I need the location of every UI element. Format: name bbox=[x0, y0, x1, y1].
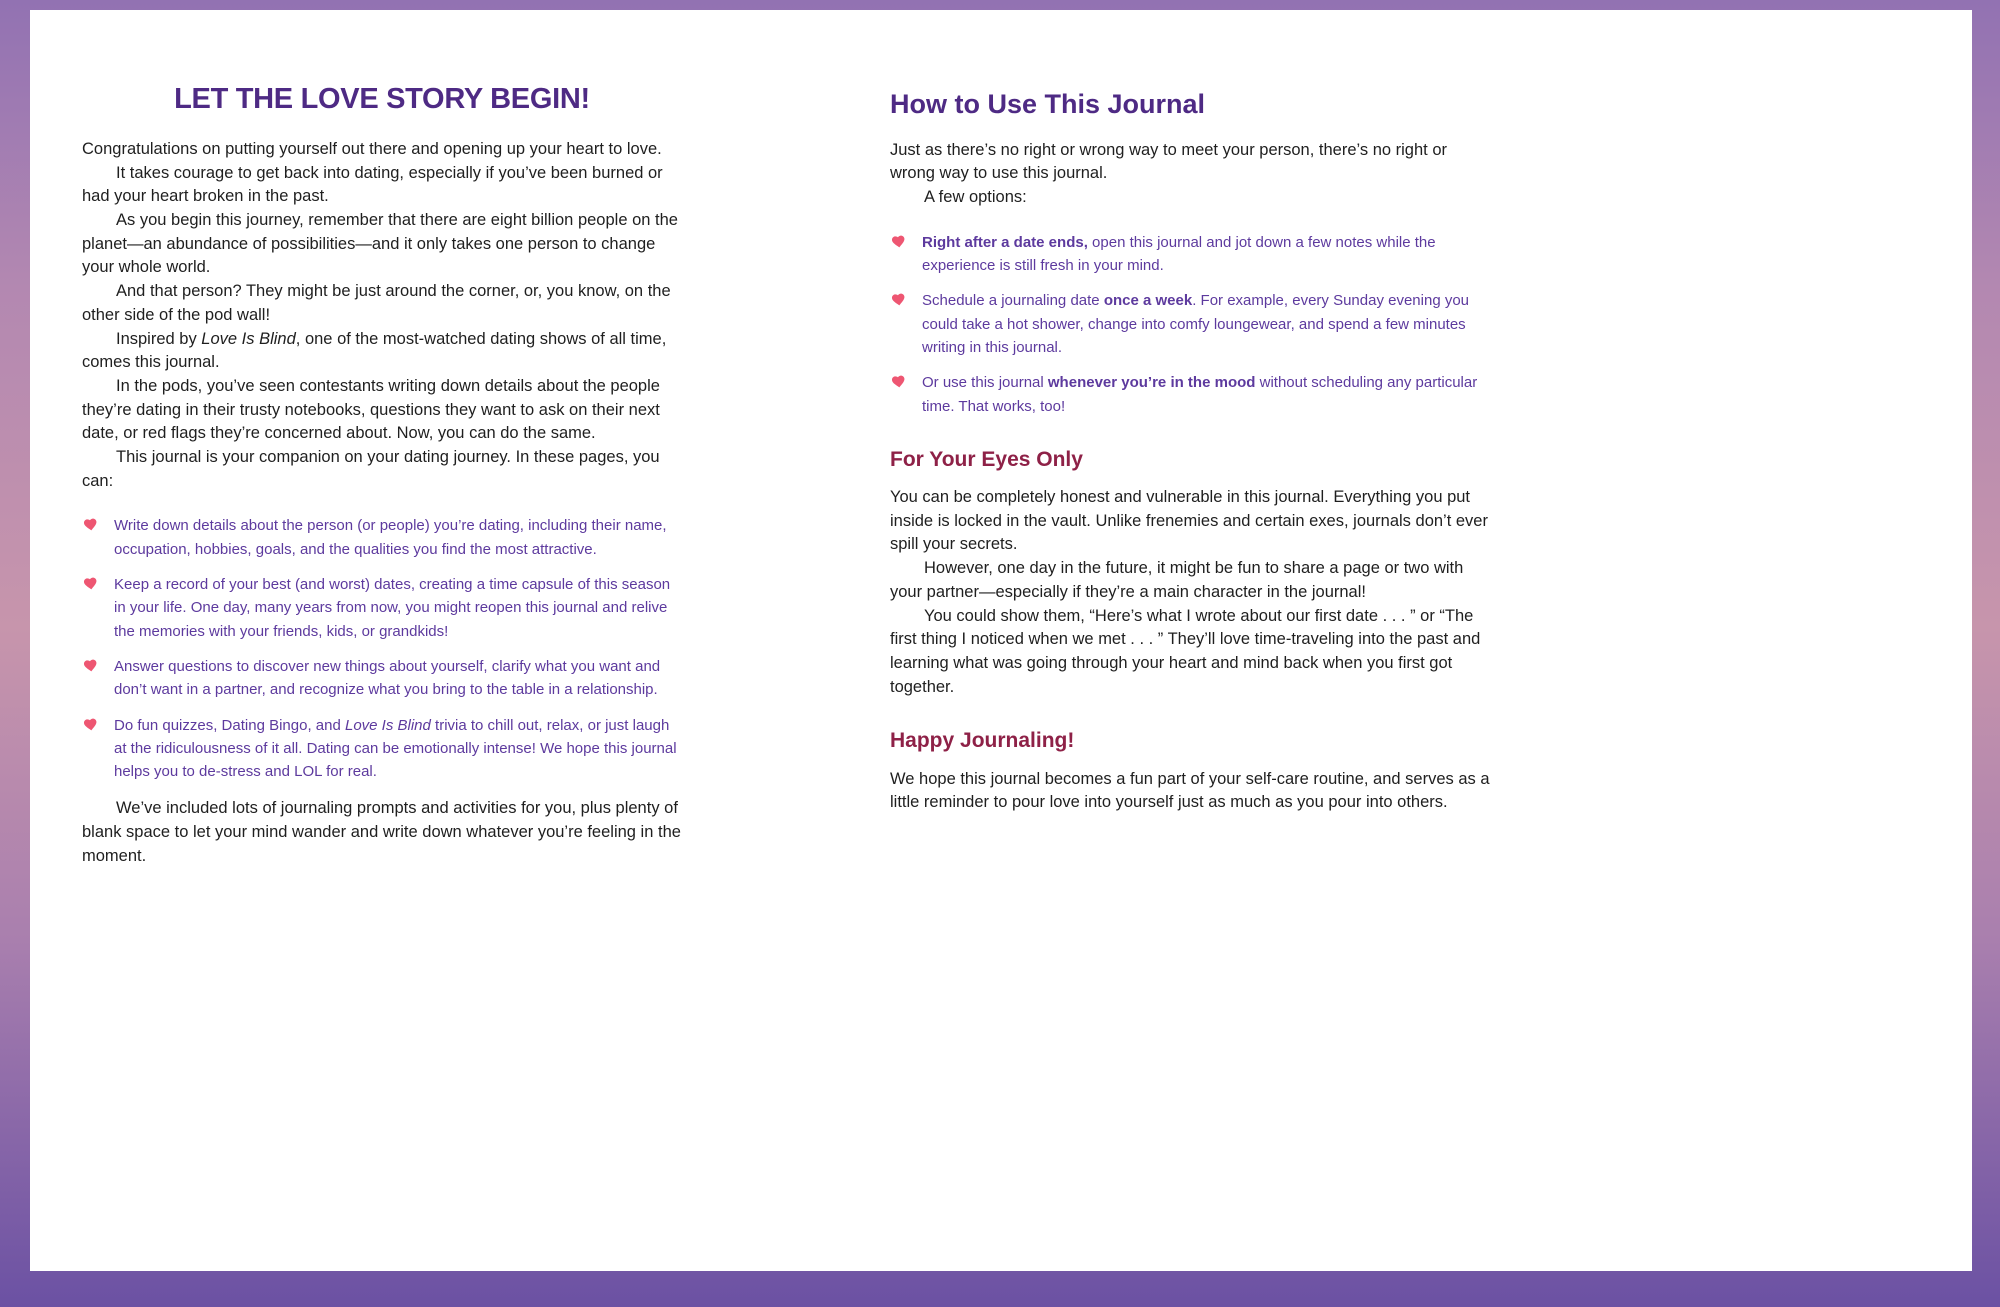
heart-icon bbox=[889, 233, 909, 250]
text-segment: Do fun quizzes, Dating Bingo, and bbox=[114, 716, 345, 734]
heart-icon bbox=[81, 516, 101, 533]
text-segment: trivia to chill out, relax, or just laugh at the ridiculousness of it all. Dating can be emotionally intense! We hope this journal helps you to de-stress and LOL for real. bbox=[114, 716, 677, 781]
text-segment: Answer questions to discover new things about yourself, clarify what you want and don’t want in a partner, and recognize what you bring to the table in a relationship. bbox=[114, 657, 661, 699]
heart-icon bbox=[889, 291, 909, 308]
bullet-text bbox=[922, 371, 1490, 418]
bullet-text bbox=[922, 289, 1490, 359]
paragraph bbox=[82, 162, 682, 209]
text-segment: We’ve included lots of journaling prompts and activities for you, plus plenty of blank space to let your mind wander and write down whatever you’re feeling in the moment. bbox=[82, 799, 681, 865]
paragraph bbox=[82, 138, 682, 162]
text-segment: open this journal and jot down a few notes while the experience is still fresh in your mind. bbox=[922, 233, 1436, 275]
paragraph bbox=[82, 375, 682, 446]
heart-icon bbox=[81, 657, 101, 674]
bullet-text bbox=[114, 514, 682, 561]
bullet-item bbox=[890, 231, 1490, 278]
text-segment: Just as there’s no right or wrong way to meet your person, there’s no right or wrong way to use this journal. bbox=[890, 140, 1448, 183]
left-page-bullet-list bbox=[82, 514, 682, 783]
text-segment: Love Is Blind bbox=[344, 716, 431, 734]
text-segment: Schedule a journaling date bbox=[922, 292, 1104, 310]
text-segment: , one of the most-watched dating shows of all time, comes this journal. bbox=[82, 329, 667, 372]
text-segment: We hope this journal becomes a fun part of your self-care routine, and serves as a little reminder to pour love into yourself just as much as you pour into others. bbox=[890, 769, 1490, 812]
section-heading: For Your Eyes Only bbox=[890, 447, 1083, 471]
text-segment: It takes courage to get back into dating, especially if you’ve been burned or had your heart broken in the past. bbox=[82, 163, 663, 206]
left-page bbox=[82, 84, 682, 869]
left-page-paragraphs bbox=[82, 138, 682, 494]
right-page-title: How to Use This Journal bbox=[890, 89, 1206, 119]
right-page-sections bbox=[890, 447, 1490, 815]
paragraph bbox=[890, 557, 1490, 604]
bullet-text bbox=[114, 714, 682, 784]
text-segment: You could show them, “Here’s what I wrote about our first date . . . ” or “The first thing I noticed when we met . . . ” They’ll love time-traveling into the past and learning what was going through your heart and mind back when you first got together. bbox=[890, 606, 1481, 696]
bullet-text bbox=[922, 231, 1490, 278]
bullet-text bbox=[114, 655, 682, 702]
text-segment: Inspired by bbox=[116, 329, 202, 348]
text-segment: You can be completely honest and vulnerable in this journal. Everything you put inside is locked in the vault. Unlike frenemies and certain exes, journals don’t ever spill your secrets. bbox=[890, 488, 1488, 554]
paragraph bbox=[82, 797, 682, 868]
paragraph bbox=[890, 186, 1490, 210]
text-segment: Write down details about the person (or people) you’re dating, including their name, occupation, hobbies, goals, and the qualities you find the most attractive. bbox=[114, 517, 667, 558]
text-segment: once a week bbox=[1103, 292, 1193, 310]
right-page-paragraphs bbox=[890, 139, 1490, 210]
text-segment: And that person? They might be just around the corner, or, you know, on the other side of the pod wall! bbox=[82, 282, 671, 324]
paragraph bbox=[82, 328, 682, 375]
text-segment: However, one day in the future, it might be fun to share a page or two with your partner—especially if they’re a main character in the journal! bbox=[890, 559, 1464, 601]
bullet-item bbox=[890, 289, 1490, 359]
text-segment: whenever you’re in the mood bbox=[1047, 374, 1256, 392]
section-heading: Happy Journaling! bbox=[890, 729, 1075, 753]
left-page-title: LET THE LOVE STORY BEGIN! bbox=[174, 83, 590, 115]
paragraph bbox=[890, 768, 1490, 815]
left-page-closing bbox=[82, 797, 682, 868]
bullet-text bbox=[114, 573, 682, 643]
heart-icon bbox=[889, 373, 909, 390]
book-spread bbox=[30, 10, 1972, 1271]
right-page bbox=[890, 90, 1490, 815]
bullet-item bbox=[82, 655, 682, 702]
heart-icon bbox=[81, 575, 101, 592]
text-segment: Keep a record of your best (and worst) dates, creating a time capsule of this season in your life. One day, many years from now, you might reopen this journal and relive the memories with your friends, kids, or grandkids! bbox=[114, 576, 671, 640]
bullet-item bbox=[82, 514, 682, 561]
text-segment: As you begin this journey, remember that there are eight billion people on the planet—an abundance of possibilities—and it only takes one person to change your whole world. bbox=[82, 211, 678, 277]
paragraph bbox=[890, 605, 1490, 700]
bullet-item bbox=[890, 371, 1490, 418]
paragraph bbox=[890, 139, 1490, 186]
right-page-bullet-list bbox=[890, 231, 1490, 418]
heart-icon bbox=[81, 715, 101, 732]
paragraph bbox=[82, 280, 682, 327]
text-segment: In the pods, you’ve seen contestants writing down details about the people they’re dating in their trusty notebooks, questions they want to ask on their next date, or red flags they’re concerned about. Now, you can do the same. bbox=[82, 376, 660, 443]
text-segment: This journal is your companion on your dating journey. In these pages, you can: bbox=[82, 448, 660, 490]
text-segment: without scheduling any particular time. That works, too! bbox=[922, 374, 1478, 415]
paragraph bbox=[82, 446, 682, 493]
text-segment: Congratulations on putting yourself out there and opening up your heart to love. bbox=[82, 139, 662, 158]
text-segment: Or use this journal bbox=[922, 374, 1048, 392]
text-segment: A few options: bbox=[924, 188, 1027, 207]
text-segment: Right after a date ends, bbox=[922, 233, 1088, 251]
bullet-item bbox=[82, 573, 682, 643]
text-segment: . For example, every Sunday evening you could take a hot shower, change into comfy loungewear, and spend a few minutes writing in this journal. bbox=[922, 292, 1470, 356]
paragraph bbox=[890, 486, 1490, 557]
bullet-item bbox=[82, 714, 682, 784]
text-segment: Love Is Blind bbox=[201, 329, 296, 348]
paragraph bbox=[82, 209, 682, 280]
